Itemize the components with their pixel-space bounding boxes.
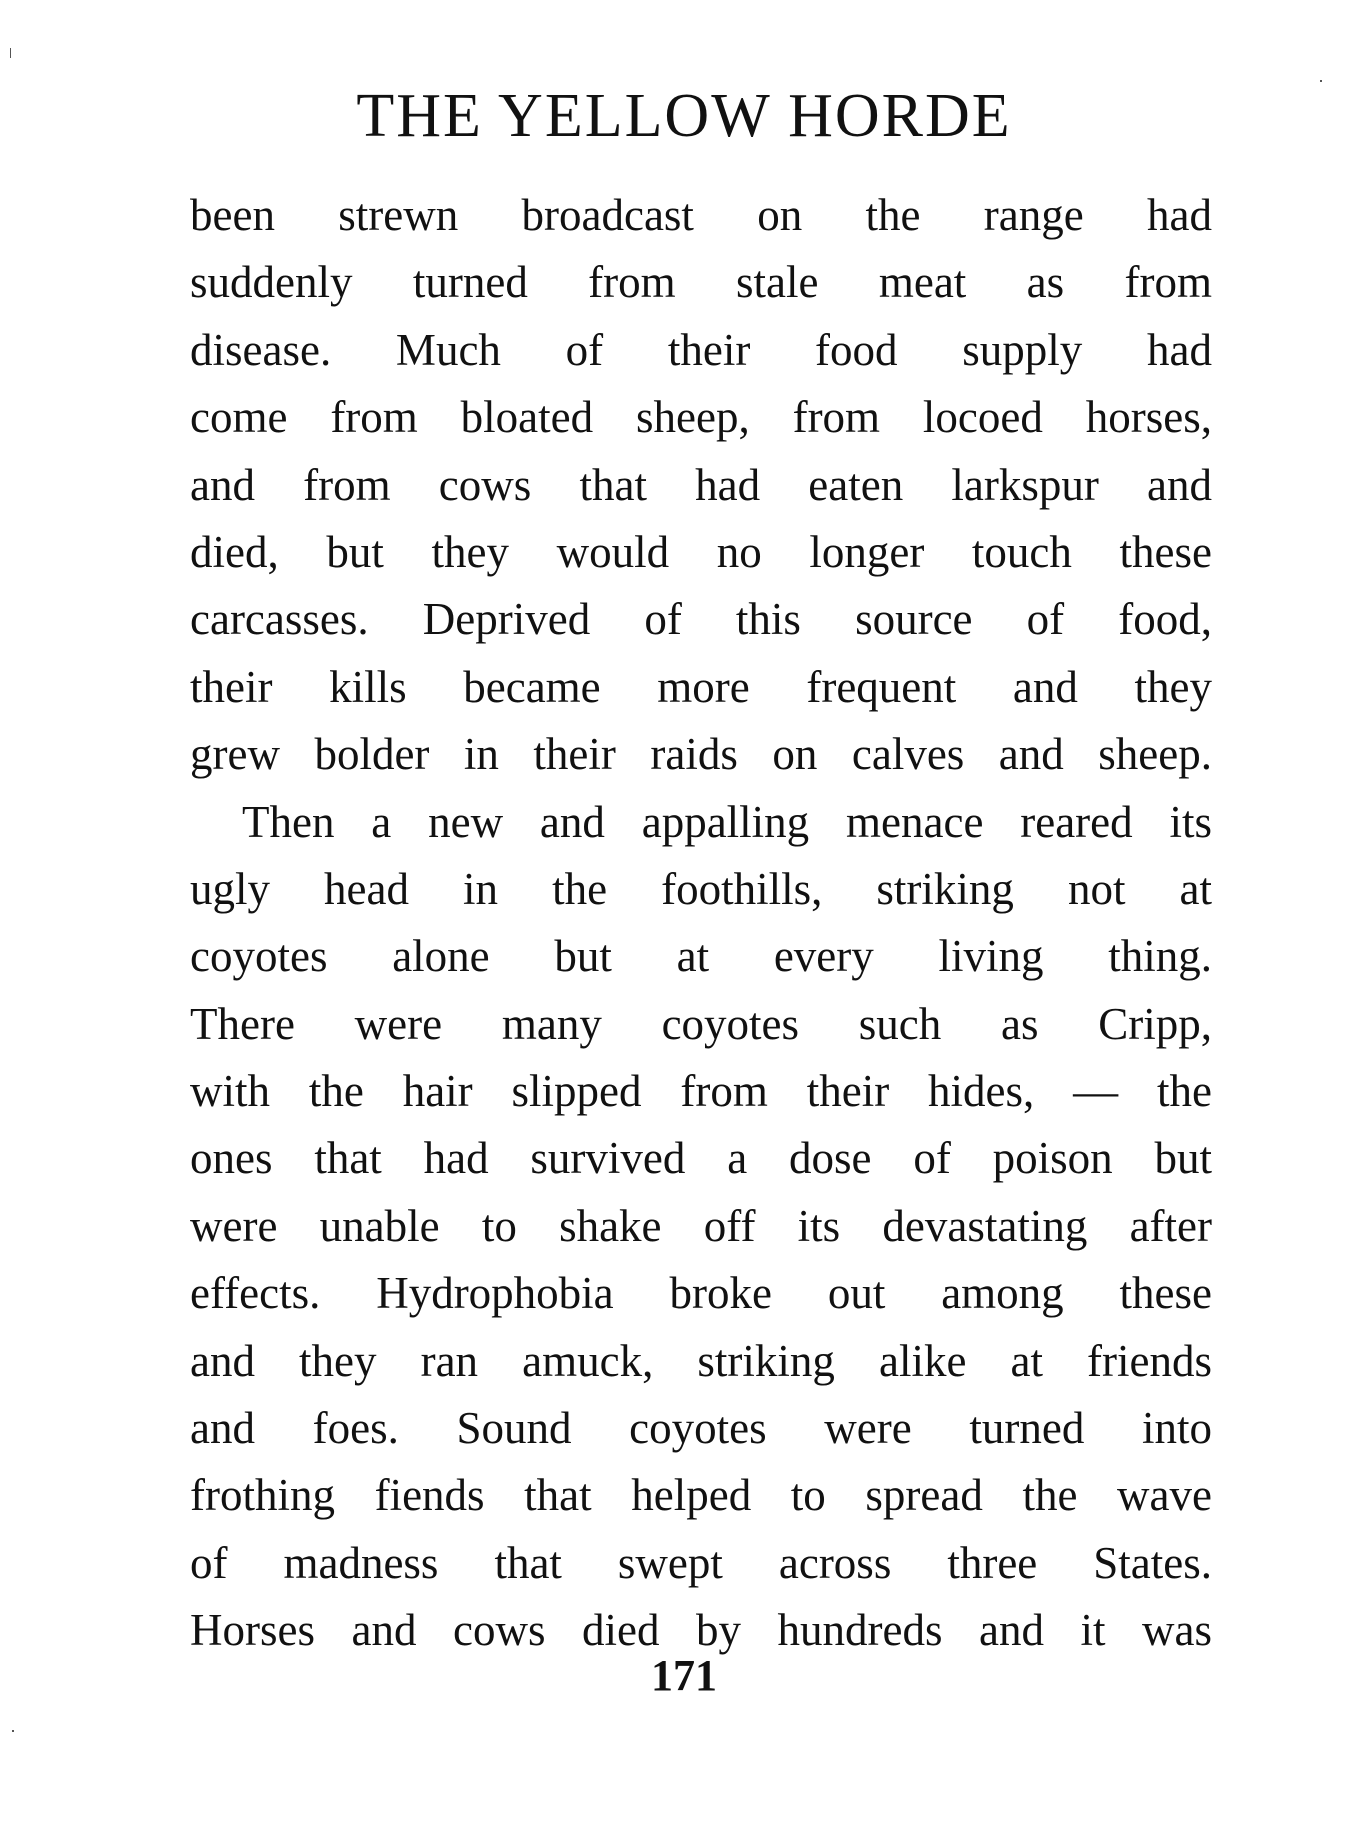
text-line: and foes. Sound coyotes were turned into — [190, 1403, 1212, 1454]
text-line: suddenly turned from stale meat as from — [190, 257, 1212, 308]
body-text — [190, 182, 1212, 1665]
text-line: frothing fiends that helped to spread the wave — [190, 1470, 1212, 1521]
text-line: ugly head in the foothills, striking not at — [190, 863, 1212, 914]
text-line: been strewn broadcast on the range had — [190, 190, 1212, 240]
text-line: Then a new and appalling menace reared its — [242, 796, 1212, 847]
page-number: 171 — [651, 1651, 717, 1700]
text-line: carcasses. Deprived of this source of food, — [190, 594, 1212, 645]
text-line: of madness that swept across three States. — [190, 1537, 1212, 1588]
text-line: There were many coyotes such as Cripp, — [190, 998, 1212, 1049]
text-line: Horses and cows died by hundreds and it was — [190, 1605, 1212, 1656]
text-line: were unable to shake off its devastating after — [190, 1200, 1212, 1251]
text-line: and they ran amuck, striking alike at friends — [190, 1335, 1212, 1386]
text-line: died, but they would no longer touch these — [190, 526, 1212, 577]
text-line: come from bloated sheep, from locoed horses, — [190, 392, 1212, 443]
text-line: effects. Hydrophobia broke out among these — [190, 1268, 1212, 1319]
text-line: grew bolder in their raids on calves and sheep. — [190, 729, 1212, 780]
scan-speck — [1320, 80, 1322, 82]
text-line: their kills became more frequent and they — [190, 661, 1212, 712]
text-line: disease. Much of their food supply had — [190, 324, 1212, 375]
text-line: with the hair slipped from their hides, — the — [190, 1066, 1212, 1117]
text-line: ones that had survived a dose of poison but — [190, 1133, 1212, 1184]
text-line: coyotes alone but at every living thing. — [190, 931, 1212, 982]
scan-speck — [12, 1730, 14, 1732]
scan-speck — [10, 48, 11, 58]
running-head: THE YELLOW HORDE — [356, 82, 1012, 150]
text-line: and from cows that had eaten larkspur and — [190, 459, 1212, 510]
